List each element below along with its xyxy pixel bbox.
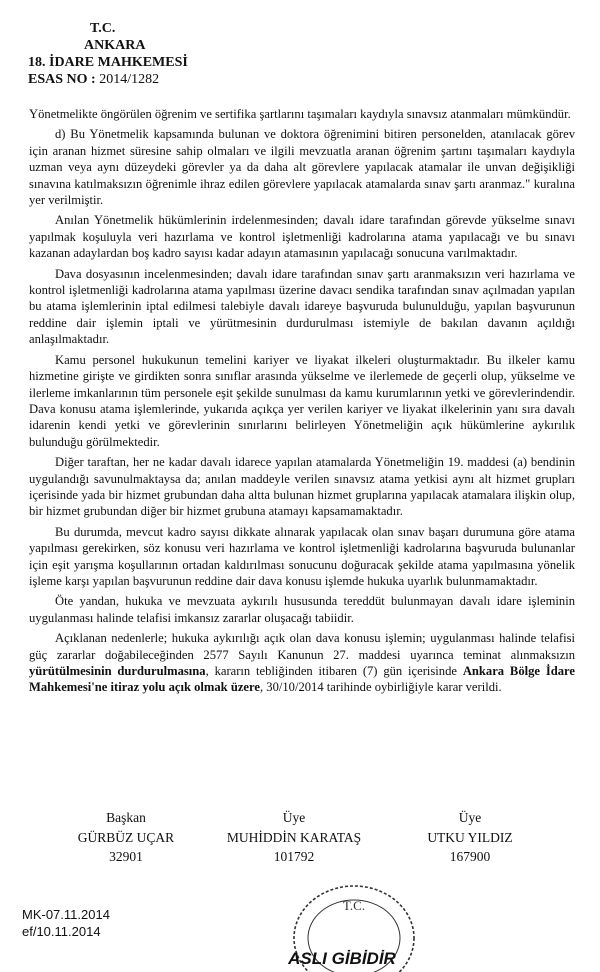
signature-name: UTKU YILDIZ xyxy=(427,829,513,845)
header-city: ANKARA xyxy=(84,38,146,53)
case-number-value: 2014/1282 xyxy=(99,72,160,87)
decision-bold-appeal: Ankara Bölge İdare Mahkemesi'ne itiraz yolu açık olmak üzere xyxy=(29,664,575,695)
document-body xyxy=(29,106,575,700)
signature-role: Üye xyxy=(458,810,482,825)
certified-copy-stamp xyxy=(268,876,418,972)
paragraph: Yönetmelikte öngörülen öğrenim ve sertifika şartlarını taşımaları kaydıyla sınavsız atanmaları mümkündür. xyxy=(29,107,571,121)
signature-number: 167900 xyxy=(449,849,491,864)
paragraph: Dava dosyasının incelenmesinden; davalı idare tarafından sınav şartı aranmaksızın veri hazırlama ve kontrol işletmenliği kadrolarına atama yapılması üzerine davacı sendika tarafından sınav açılmadan yapılan bu atama işlemlerinin iptal edilmesi talebiyle davalı idareye başvuruda bulunulduğu, yapılan başvurunun reddine dair işlemin iptali ve yürütmesinin durdurulması istemiyle de bakılan davanın açıldığı anlaşılmaktadır. xyxy=(29,266,575,347)
paragraph: Kamu personel hukukunun temelini kariyer ve liyakat ilkeleri oluşturmaktadır. Bu ilkeler kamu hizmetine girişte ve girdikten sonra sınıflar arasında yükselme ve ilerlemede de geçerli olup, yükselme ve ilerleme imkanlarının tüm personele eşit şekilde sunulması da kamu kurumlarının yetki ve görevlerindendir. Dava konusu atama işlemlerinde, yukarıda açıkça yer verilen kariyer ve liyakat ilkelerinin yanı sıra davalı idarenin kendi yetki ve görevlerinin sınırlarını belirleyen Yönetmeliğin açık hükümlerine aykırılık bulunduğu görülmektedir. xyxy=(29,352,575,449)
signature-block-member-2 xyxy=(380,808,560,867)
decision-paragraph xyxy=(29,630,575,696)
footer-code-1: MK-07.11.2014 xyxy=(22,907,110,922)
paragraph: Öte yandan, hukuka ve mevzuata aykırılı hususunda tereddüt bulunmayan davalı idare işleminin uygulanması halinde telafisi imkansız zararlar oluşacağı tabiidir. xyxy=(29,594,575,625)
signature-block-member-1 xyxy=(204,808,384,867)
header-tc: T.C. xyxy=(90,21,116,36)
document-footer xyxy=(22,906,110,940)
document-header xyxy=(28,20,288,88)
case-number-label: ESAS NO : xyxy=(28,72,96,87)
paragraph: Bu durumda, mevcut kadro sayısı dikkate alınarak yapılacak olan sınav başarı durumuna göre atama yapılması gerekirken, söz konusu veri hazırlama ve kontrol işletmenliği kadrolarına başvuruda bulunanlar için eşit yarışma koşullarının ortadan kaldırılması sonucunu doğuracak şekilde atama yapılmasına yönelik işleme karşı yapılan başvurunun reddine dair dava konusu işlemde hukuka uyarlık bulunmamaktadır. xyxy=(29,524,575,588)
stamp-main-text: ASLI GİBİDİR xyxy=(288,949,396,968)
case-number xyxy=(28,71,288,88)
header-court: 18. İDARE MAHKEMESİ xyxy=(28,55,188,70)
signature-number: 32901 xyxy=(109,849,143,864)
decision-text: , kararın tebliğinden itibaren (7) gün içerisinde xyxy=(205,664,463,678)
stamp-top-text: T.C. xyxy=(342,898,366,913)
signature-name: MUHİDDİN KARATAŞ xyxy=(226,829,362,845)
paragraph: Anılan Yönetmelik hükümlerinin irdelenmesinden; davalı idare tarafından görevde yükselme sınavı yapılmak koşuluyla veri hazırlama ve kontrol işletmenliği kadrolarına atama yapılacağı ve bu sınavı kazanan adaylardan boş kadro sayısı kadar adayın atamasının yapılacağı sonucuna varılmaktadır. xyxy=(29,213,575,261)
decision-text: , 30/10/2014 tarihinde oybirliğiyle karar verildi. xyxy=(259,680,502,695)
footer-code-2: ef/10.11.2014 xyxy=(22,924,101,939)
signature-role: Başkan xyxy=(106,810,146,825)
signature-name: GÜRBÜZ UÇAR xyxy=(77,829,175,845)
decision-bold-stay: yürütülmesinin durdurulmasına xyxy=(29,664,206,678)
signature-block-president xyxy=(36,808,216,867)
signature-role: Üye xyxy=(282,810,306,825)
signature-number: 101792 xyxy=(273,849,315,864)
paragraph: d) Bu Yönetmelik kapsamında bulunan ve doktora öğrenimini bitiren personelden, atanılacak görev için aranan hizmet süresine sahip olmaları ve ilgili mevzuatla aranan öğrenim şartını taşımaları kaydıyla uzman veya aynı düzeydeki görevler ya da daha alt görevlere yapılacak atamalar ile unvan değişikliği sınavına katılmaksızın öğrenimle ihraz edilen görevlere yapılacak atamalarda sınav şartı aranmaz." kuralına yer verilmiştir. xyxy=(29,127,575,208)
paragraph: Diğer taraftan, her ne kadar davalı idarece yapılan atamalarda Yönetmeliğin 19. maddesi (a) bendinin uygulandığı savunulmaktaysa da; anılan maddeyle verilen sınavsız atama yetkisi aynı alt hizmet grupları içerisinde yada bir hizmet grubundan daha altta bulunan hizmet gruplarına yapılacak atamalara ilişkin olup, bir hizmet grubundan diğer bir hizmet grubuna atamayı kapsamamaktadır. xyxy=(29,455,575,519)
decision-text: Açıklanan nedenlerle; hukuka aykırılığı açık olan dava konusu işlemin; uygulanması halinde telafisi güç zararlar doğabileceğinden 2577 Sayılı Kanunun 27. maddesi uyarınca teminat alınmaksızın xyxy=(29,631,575,662)
